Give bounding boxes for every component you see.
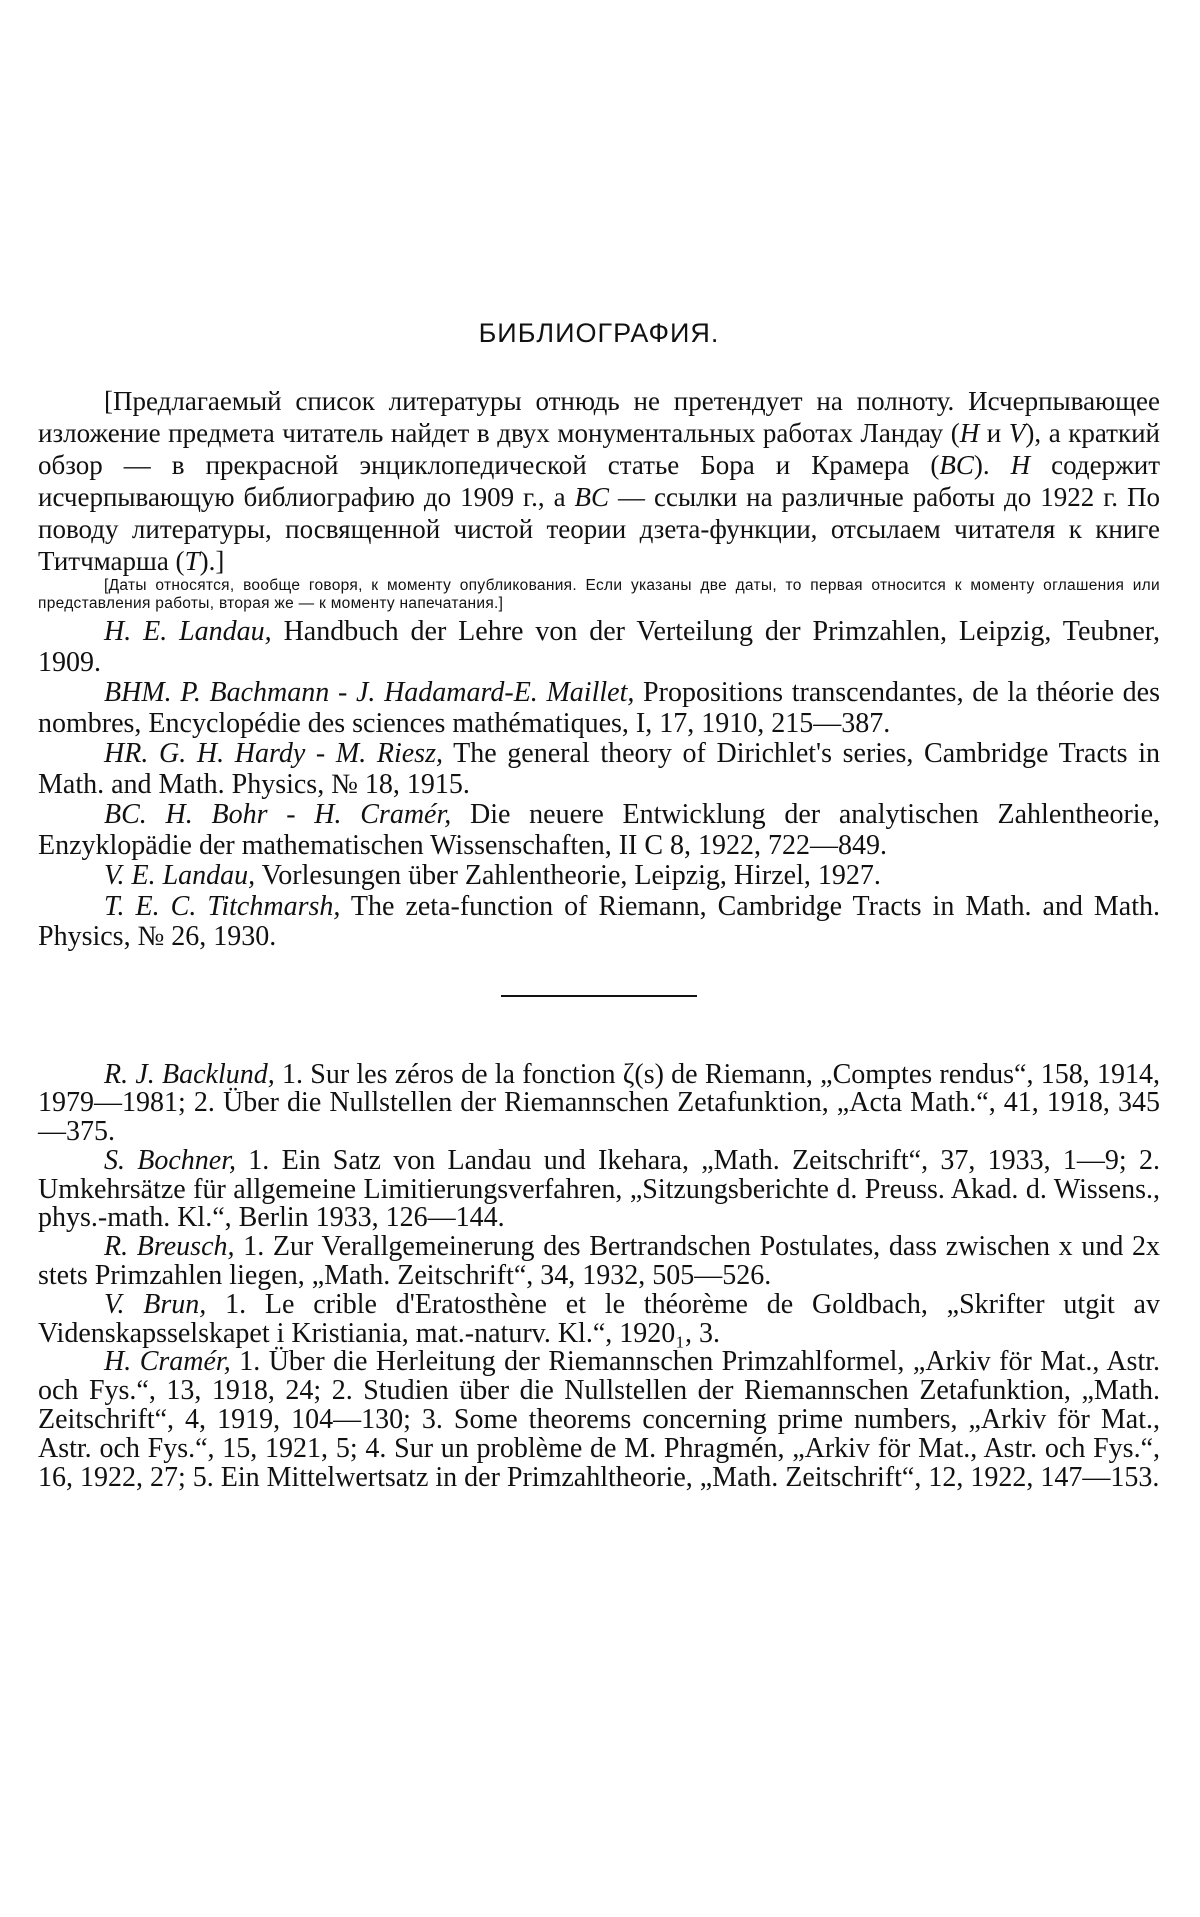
ref-code: BHM. [104, 677, 172, 708]
lit-text: 1. Über die Herleitung der Riemannschen Primzahlformel, „Arkiv för Mat., Astr. och Fys.“, 13, 1918, 24; 2. Studien über die Nullstellen der Riemannschen Zetafunktion, „Math. Zeitschrift“, 4, 1919, 104—130; 3. Some theorems concerning prime numbers, „Arkiv för Mat., Astr. och Fys.“, 15, 1921, 5; 4. Sur un problème de M. Phragmén, „Arkiv för Mat., Astr. och Fys.“, 16, 1922, 27; 5. Ein Mittelwertsatz in der Primzahltheorie, „Math. Zeitschrift“, 12, 1922, 147—153. [38, 1346, 1161, 1493]
ref-code: H. [104, 616, 132, 647]
ref-text: Propositions transcendantes, de la théorie des nombres, Encyclopédie des sciences mathématiques, I, 17, 1910, 215—387. [38, 677, 1160, 739]
intro-text: ), а краткий обзор — в прекрасной энциклопедической статье Бора и Крамера ( [38, 418, 1161, 480]
ref-code: BC [574, 482, 610, 512]
main-references [38, 617, 1160, 953]
literature-entry [38, 1288, 1160, 1349]
intro-text: и [979, 418, 1009, 448]
ref-code: H [1010, 450, 1031, 480]
literature-entry [38, 1233, 1160, 1291]
ref-code: HR. [104, 738, 149, 769]
reference-entry [38, 617, 1160, 678]
lit-author: R. J. Backlund, [104, 1058, 275, 1090]
intro-text: содержит исчерпывающую библиографию до 1909 г., а [38, 450, 1160, 512]
lit-text: 1. Le crible d'Eratosthène et le théorème de Goldbach, „Skrifter utgit av Videnskapsselskapet i Kristiania, mat.-naturv. Kl.“, 1920₁, 3. [38, 1288, 1160, 1349]
lit-author: H. Cramér, [104, 1346, 231, 1378]
ref-code: BC. [104, 799, 147, 830]
reference-entry [38, 800, 1160, 861]
ref-author: E. C. Titchmarsh, [135, 890, 341, 922]
literature-entry [38, 1348, 1160, 1492]
literature-entry [38, 1144, 1160, 1234]
ref-text: Handbuch der Lehre von der Verteilung der Primzahlen, Leipzig, Teubner, 1909. [38, 616, 1160, 678]
lit-text: 1. Sur les zéros de la fonction ζ(s) de Riemann, „Comptes rendus“, 158, 1914, 1979—1981; 2. Über die Nullstellen der Riemannschen Zetafunktion, „Acta Math.“, 41, 1918, 345—375. [38, 1058, 1160, 1148]
ref-author: E. Landau, [143, 616, 272, 647]
intro-paragraph [38, 385, 1160, 577]
lit-author: V. Brun, [104, 1288, 207, 1320]
lit-text: 1. Ein Satz von Landau und Ikehara, „Math. Zeitschrift“, 37, 1933, 1—9; 2. Umkehrsätze für allgemeine Limitierungsverfahren, „Sitzungsberichte d. Preuss. Akad. d. Wissens., phys.-math. Kl.“, Berlin 1933, 126—144. [38, 1144, 1160, 1234]
lit-author: R. Breusch, [104, 1231, 235, 1263]
ref-text: The zeta-function of Riemann, Cambridge Tracts in Math. and Math. Physics, № 26, 1930. [38, 890, 1161, 952]
intro-text: ).] [199, 546, 225, 576]
ref-author: E. Landau, [131, 860, 256, 891]
lit-text: 1. Zur Verallgemeinerung des Bertrandschen Postulates, dass zwischen x und 2x stets Primzahlen liegen, „Math. Zeitschrift“, 34, 1932, 505—526. [38, 1231, 1161, 1292]
dates-note: [Даты относятся, вообще говоря, к моменту опубликования. Если указаны две даты, то первая относится к моменту оглашения или представления работы, вторая же — к моменту напечатания.] [38, 577, 1160, 612]
literature-entry [38, 1058, 1160, 1148]
reference-entry [38, 861, 1160, 892]
ref-code: V. [104, 860, 125, 891]
ref-code: T [184, 546, 200, 576]
ref-code: V [1008, 418, 1026, 448]
ref-author: P. Bachmann - J. Hadamard-E. Maillet, [180, 677, 635, 708]
lit-author: S. Bochner, [104, 1144, 237, 1176]
intro-text: [Предлагаемый список литературы отнюдь не претендует на полноту. Исчерпывающее изложение предмета читатель найдет в двух монументальных работах Ландау ( [38, 386, 1160, 448]
page-title: БИБЛИОГРАФИЯ. [478, 318, 720, 348]
ref-author: H. Bohr - H. Cramér, [165, 799, 452, 830]
ref-code: H [959, 418, 980, 448]
intro-text: — ссылки на различные работы до 1922 г. По поводу литературы, посвященной чистой теории дзета-функции, отсылаем читателя к книге Титчмарша ( [38, 482, 1160, 576]
reference-entry [38, 739, 1160, 800]
bibliography-page [38, 318, 1160, 1492]
reference-entry [38, 892, 1160, 953]
ref-text: The general theory of Dirichlet's series, Cambridge Tracts in Math. and Math. Physics, № 18, 1915. [38, 738, 1161, 800]
ref-text: Die neuere Entwicklung der analytischen Zahlentheorie, Enzyklopädie der mathematischen Wissenschaften, II C 8, 1922, 722—849. [38, 799, 1160, 861]
ref-code: T. [104, 890, 125, 922]
reference-entry [38, 678, 1160, 739]
ref-author: G. H. Hardy - M. Riesz, [158, 738, 443, 769]
intro-text: ). [973, 450, 1011, 480]
literature-list [38, 1058, 1161, 1493]
ref-code: BC [939, 450, 974, 480]
ref-text: Vorlesungen über Zahlentheorie, Leipzig, Hirzel, 1927. [255, 860, 881, 891]
section-divider [501, 995, 697, 997]
